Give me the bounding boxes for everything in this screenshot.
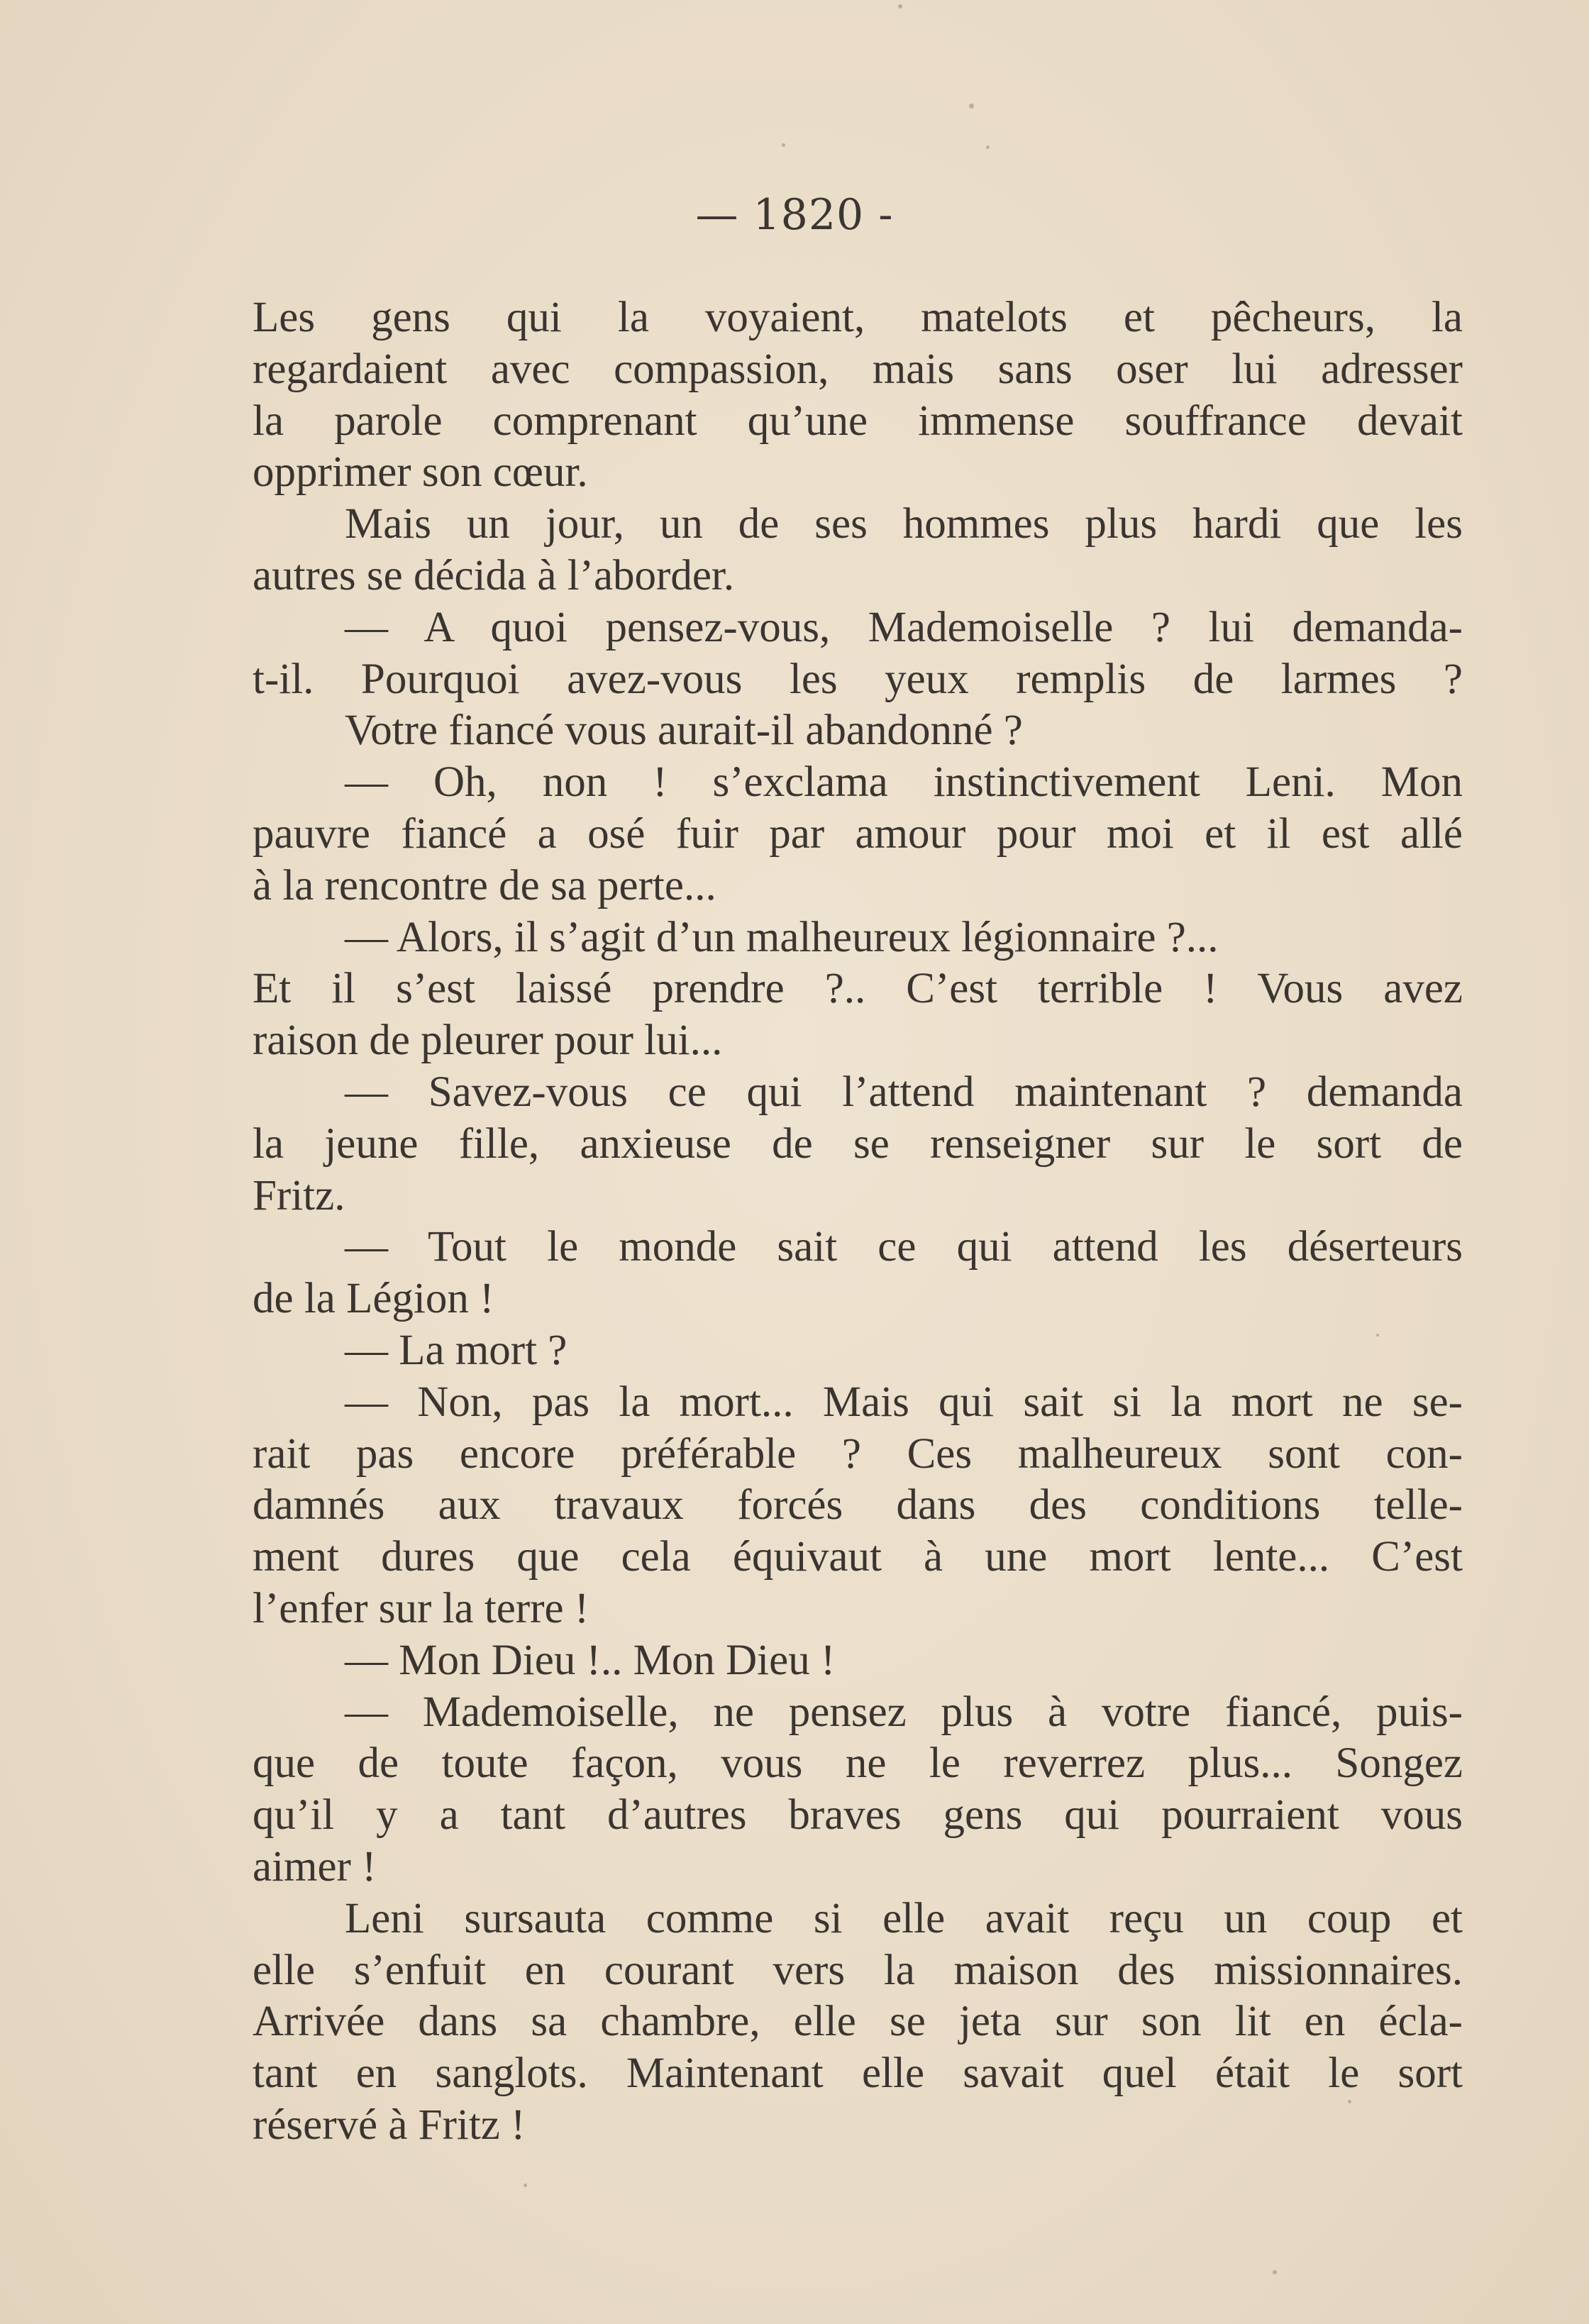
text-line: — Tout le monde sait ce qui attend les déserteurs bbox=[345, 1223, 1463, 1271]
text-line: — Oh, non ! s’exclama instinctivement Leni. Mon bbox=[345, 758, 1463, 807]
text-line: — Mon Dieu !.. Mon Dieu ! bbox=[345, 1636, 836, 1684]
page-number: — 1820 - bbox=[695, 190, 894, 240]
text-line: Votre fiancé vous aurait-il abandonné ? bbox=[345, 707, 1023, 755]
text-line: opprimer son cœur. bbox=[253, 448, 588, 497]
text-line: que de toute façon, vous ne le reverrez plus... Songez bbox=[253, 1739, 1463, 1788]
text-line: autres se décida à l’aborder. bbox=[253, 551, 735, 599]
paper-speck bbox=[969, 104, 974, 109]
paper-speck bbox=[1348, 2100, 1351, 2103]
text-line: — Non, pas la mort... Mais qui sait si la mort ne se- bbox=[345, 1378, 1463, 1426]
paper-speck bbox=[986, 145, 990, 149]
text-line: l’enfer sur la terre ! bbox=[253, 1584, 589, 1632]
text-line: pauvre fiancé a osé fuir par amour pour moi et il est allé bbox=[253, 809, 1463, 858]
paper-speck bbox=[1273, 2270, 1277, 2274]
text-line: rait pas encore préférable ? Ces malheureux sont con- bbox=[253, 1429, 1463, 1478]
text-line: tant en sanglots. Maintenant elle savait quel était le sort bbox=[253, 2049, 1463, 2098]
text-line: la jeune fille, anxieuse de se renseigner sur le sort de bbox=[253, 1119, 1463, 1168]
text-line: la parole comprenant qu’une immense souffrance devait bbox=[253, 397, 1463, 445]
text-line: aimer ! bbox=[253, 1842, 377, 1891]
text-line: — Mademoiselle, ne pensez plus à votre fiancé, puis- bbox=[345, 1688, 1463, 1736]
text-line: — La mort ? bbox=[345, 1326, 568, 1374]
text-line: damnés aux travaux forcés dans des conditions telle- bbox=[253, 1481, 1463, 1529]
text-line: qu’il y a tant d’autres braves gens qui pourraient vous bbox=[253, 1791, 1463, 1839]
text-line: réservé à Fritz ! bbox=[253, 2101, 526, 2149]
text-line: Arrivée dans sa chambre, elle se jeta sur son lit en écla- bbox=[253, 1998, 1463, 2046]
text-line: t-il. Pourquoi avez-vous les yeux remplis de larmes ? bbox=[253, 655, 1463, 703]
text-line: regardaient avec compassion, mais sans oser lui adresser bbox=[253, 345, 1463, 393]
body-text bbox=[253, 292, 1463, 2152]
text-line: Mais un jour, un de ses hommes plus hardi que les bbox=[345, 500, 1463, 548]
text-line: Leni sursauta comme si elle avait reçu un coup et bbox=[345, 1894, 1463, 1942]
paper-speck bbox=[1376, 1334, 1379, 1337]
text-line: raison de pleurer pour lui... bbox=[253, 1017, 723, 1065]
text-line: Et il s’est laissé prendre ?.. C’est terrible ! Vous avez bbox=[253, 965, 1463, 1013]
paper-speck bbox=[524, 2184, 527, 2187]
text-line: — A quoi pensez-vous, Mademoiselle ? lui demanda- bbox=[345, 603, 1463, 651]
text-line: de la Légion ! bbox=[253, 1275, 494, 1323]
text-line: ment dures que cela équivaut à une mort lente... C’est bbox=[253, 1533, 1463, 1581]
text-line: — Alors, il s’agit d’un malheureux légionnaire ?... bbox=[345, 913, 1219, 961]
text-line: Fritz. bbox=[253, 1171, 345, 1219]
text-line: — Savez-vous ce qui l’attend maintenant ? demanda bbox=[345, 1068, 1463, 1116]
paper-speck bbox=[782, 143, 785, 147]
text-line: à la rencontre de sa perte... bbox=[253, 861, 716, 909]
text-line: elle s’enfuit en courant vers la maison des missionnaires. bbox=[253, 1946, 1463, 1994]
text-line: Les gens qui la voyaient, matelots et pêcheurs, la bbox=[253, 294, 1463, 341]
paper-speck bbox=[898, 4, 902, 9]
